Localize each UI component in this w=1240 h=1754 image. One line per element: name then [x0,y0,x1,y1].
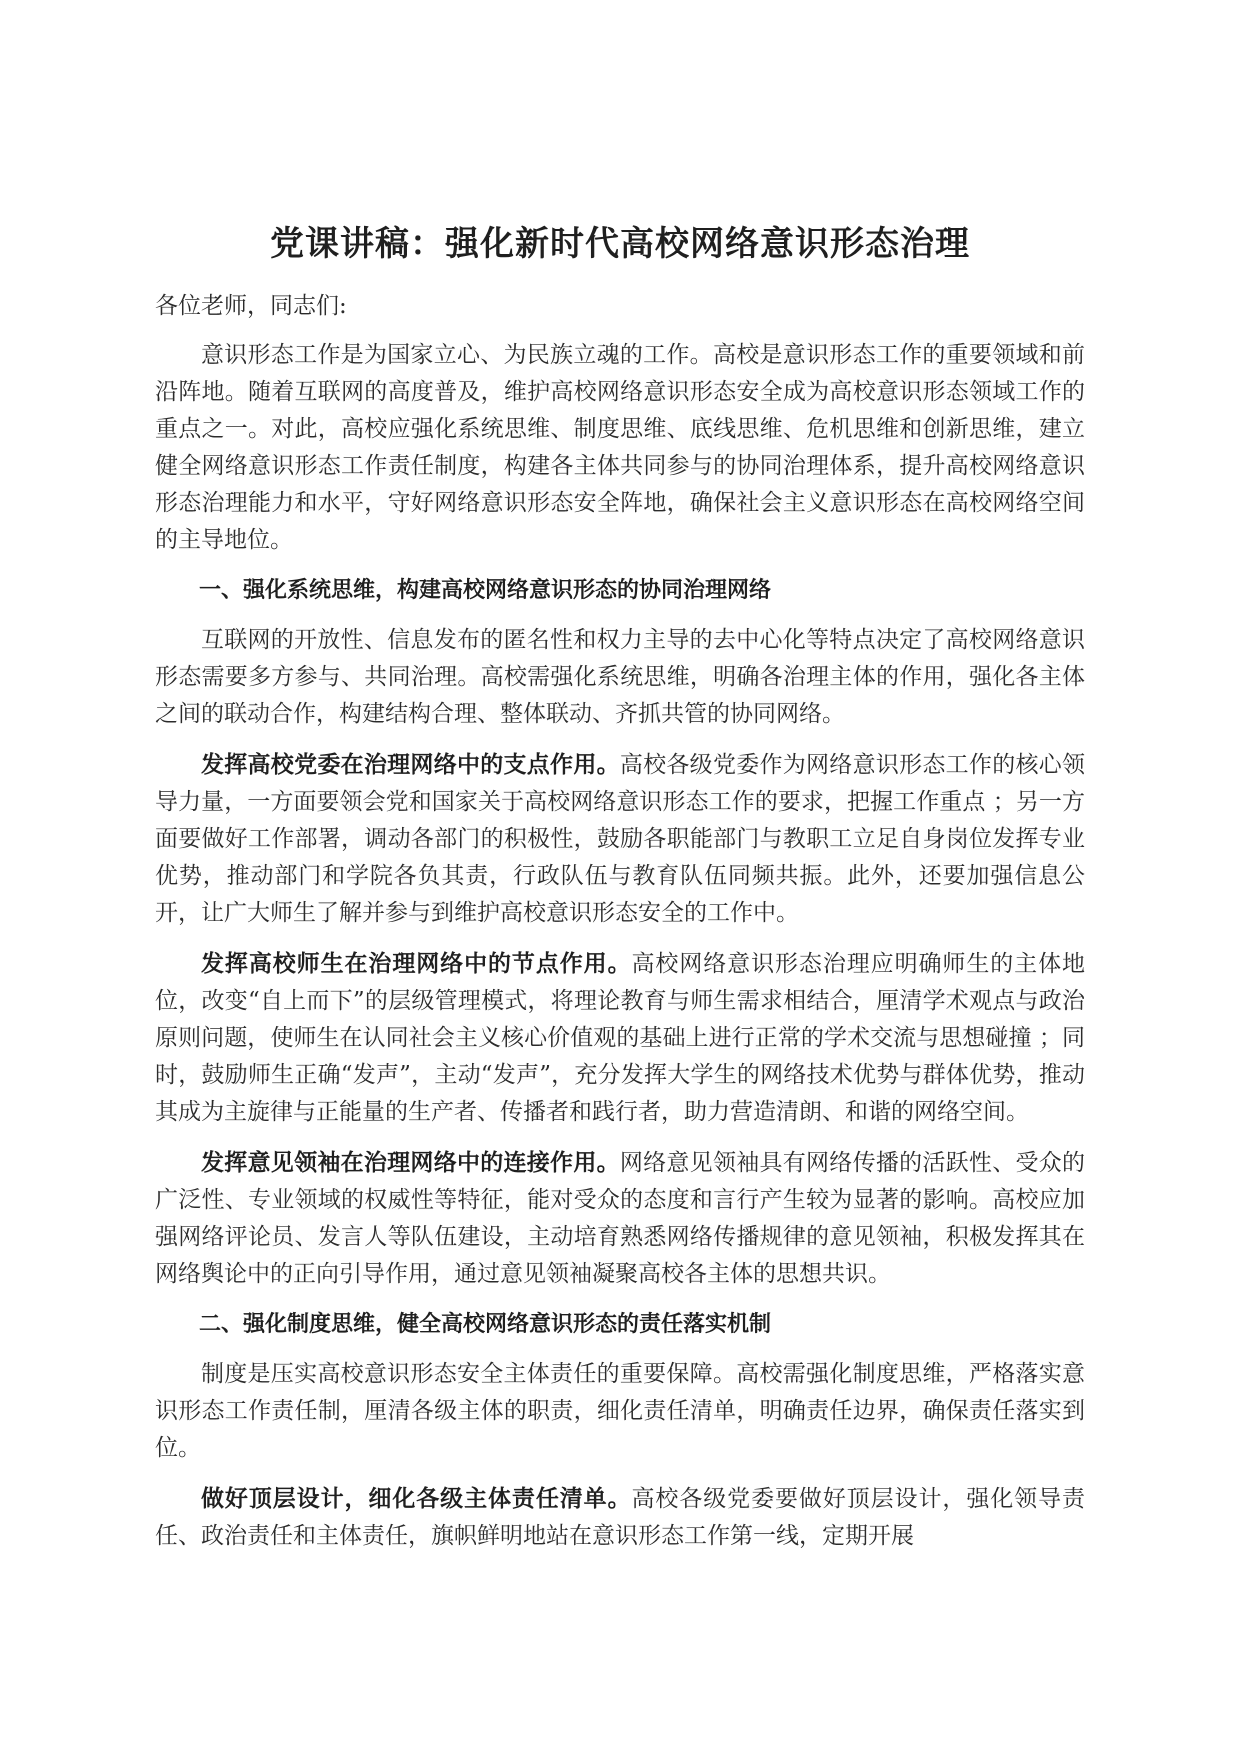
paragraph-lead: 发挥高校师生在治理网络中的节点作用。 [201,950,632,977]
paragraph-body: 网络意见领袖具有网络传播的活跃性、受众的广泛性、专业领域的权威性等特征，能对受众的态度和言行产生较为显著的影响。高校应加强网络评论员、发言人等队伍建设，主动培育熟悉网络传播规律的意见领袖，积极发挥其在网络舆论中的正向引导作用，通过意见领袖凝聚高校各主体的思想共识。 [155,1150,1086,1287]
section-1-paragraph-3 [155,1144,1085,1293]
paragraph-lead: 发挥意见领袖在治理网络中的连接作用。 [201,1149,620,1176]
paragraph-lead: 发挥高校党委在治理网络中的支点作用。 [201,751,620,778]
section-1-heading: 一、强化系统思维，构建高校网络意识形态的协同治理网络 [199,577,772,603]
section-2-intro: 制度是压实高校意识形态安全主体责任的重要保障。高校需强化制度思维，严格落实意识形态工作责任制，厘清各级主体的职责，细化责任清单，明确责任边界，确保责任落实到位。 [155,1361,1085,1461]
paragraph-lead: 做好顶层设计，细化各级主体责任清单。 [201,1485,632,1512]
salutation: 各位老师，同志们: [155,293,347,319]
section-1-intro: 互联网的开放性、信息发布的匿名性和权力主导的去中心化等特点决定了高校网络意识形态需要多方参与、共同治理。高校需强化系统思维，明确各治理主体的作用，强化各主体之间的联动合作，构建结构合理、整体联动、齐抓共管的协同网络。 [155,627,1085,727]
paragraph-body: 高校网络意识形态治理应明确师生的主体地位，改变“自上而下”的层级管理模式，将理论教育与师生需求相结合，厘清学术观点与政治原则问题，使师生在认同社会主义核心价值观的基础上进行正常的学术交流与思想碰撞 ；同时，鼓励师生正确“发声”，主动“发声”，充分发挥大学生的网络技术优势与群体优势，推动其成为主旋律与正能量的生产者、传播者和践行者，助力营造清朗、和谐的网络空间。 [155,951,1086,1125]
section-1-paragraph-1 [155,746,1085,932]
document-body [155,222,1085,1568]
paragraph-body: 高校各级党委作为网络意识形态工作的核心领导力量，一方面要领会党和国家关于高校网络意识形态工作的要求，把握工作重点 ；另一方面要做好工作部署，调动各部门的积极性，鼓励各职能部门与教职工立足自身岗位发挥专业优势，推动部门和学院各负其责，行政队伍与教育队伍同频共振。此外，还要加强信息公开，让广大师生了解并参与到维护高校意识形态安全的工作中。 [155,752,1086,926]
intro-paragraph: 意识形态工作是为国家立心、为民族立魂的工作。高校是意识形态工作的重要领域和前沿阵地。随着互联网的高度普及，维护高校网络意识形态安全成为高校意识形态领域工作的重点之一。对此，高校应强化系统思维、制度思维、底线思维、危机思维和创新思维，建立健全网络意识形态工作责任制度，构建各主体共同参与的协同治理体系，提升高校网络意识形态治理能力和水平，守好网络意识形态安全阵地，确保社会主义意识形态在高校网络空间的主导地位。 [155,342,1085,553]
paragraph-body: 高校各级党委要做好顶层设计，强化领导责任、政治责任和主体责任，旗帜鲜明地站在意识形态工作第一线，定期开展 [155,1486,1086,1549]
section-2-heading: 二、强化制度思维，健全高校网络意识形态的责任落实机制 [199,1311,772,1337]
section-2-paragraph-1 [155,1480,1085,1555]
section-1-paragraph-2 [155,945,1085,1131]
document-title: 党课讲稿：强化新时代高校网络意识形态治理 [270,224,970,264]
